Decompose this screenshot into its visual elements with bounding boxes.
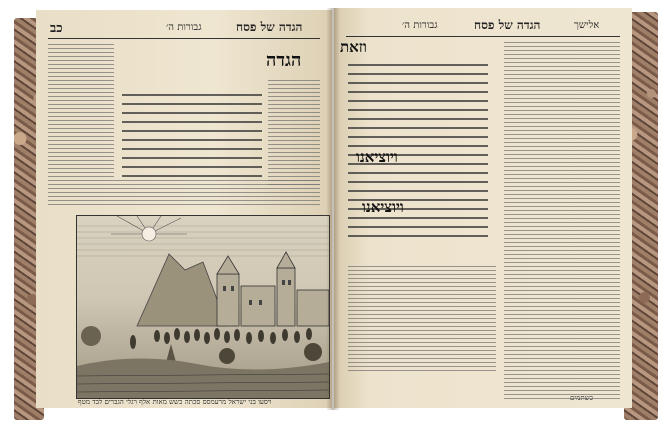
left-page-number: כב [50, 21, 63, 36]
left-header-center: גבורות ה׳ [166, 22, 202, 33]
left-header-rule [48, 38, 320, 39]
left-lower-text [48, 180, 320, 208]
right-lower-text [348, 266, 496, 374]
right-page [334, 8, 632, 408]
left-header-title: הגדה של פסח [236, 20, 303, 34]
left-commentary-column [48, 44, 114, 180]
right-header-word: אלישך [574, 20, 600, 31]
right-footer-word: כשתמים [570, 394, 593, 402]
left-main-text [122, 94, 262, 184]
right-commentary-column [504, 42, 620, 402]
engraving-caption: ויסעו בני ישראל מרעמסס סכתה כשש מאות אלף רגלי הגברים לבד מטף [78, 398, 272, 406]
engraving-illustration [77, 216, 329, 398]
right-big-word-3: ויוציאנו [362, 198, 404, 216]
left-heading-word: הגדה [266, 50, 302, 71]
right-big-word-1: וזאת [340, 38, 367, 56]
right-big-word-2: ויוציאנו [356, 148, 398, 166]
right-header-rule [346, 36, 620, 37]
book-gutter [326, 8, 340, 410]
right-header-center-left: גבורות ה׳ [402, 20, 438, 31]
left-side-notes [268, 80, 320, 188]
left-page [36, 10, 332, 408]
right-header-title: הגדה של פסח [474, 18, 541, 32]
exodus-engraving [76, 215, 330, 399]
